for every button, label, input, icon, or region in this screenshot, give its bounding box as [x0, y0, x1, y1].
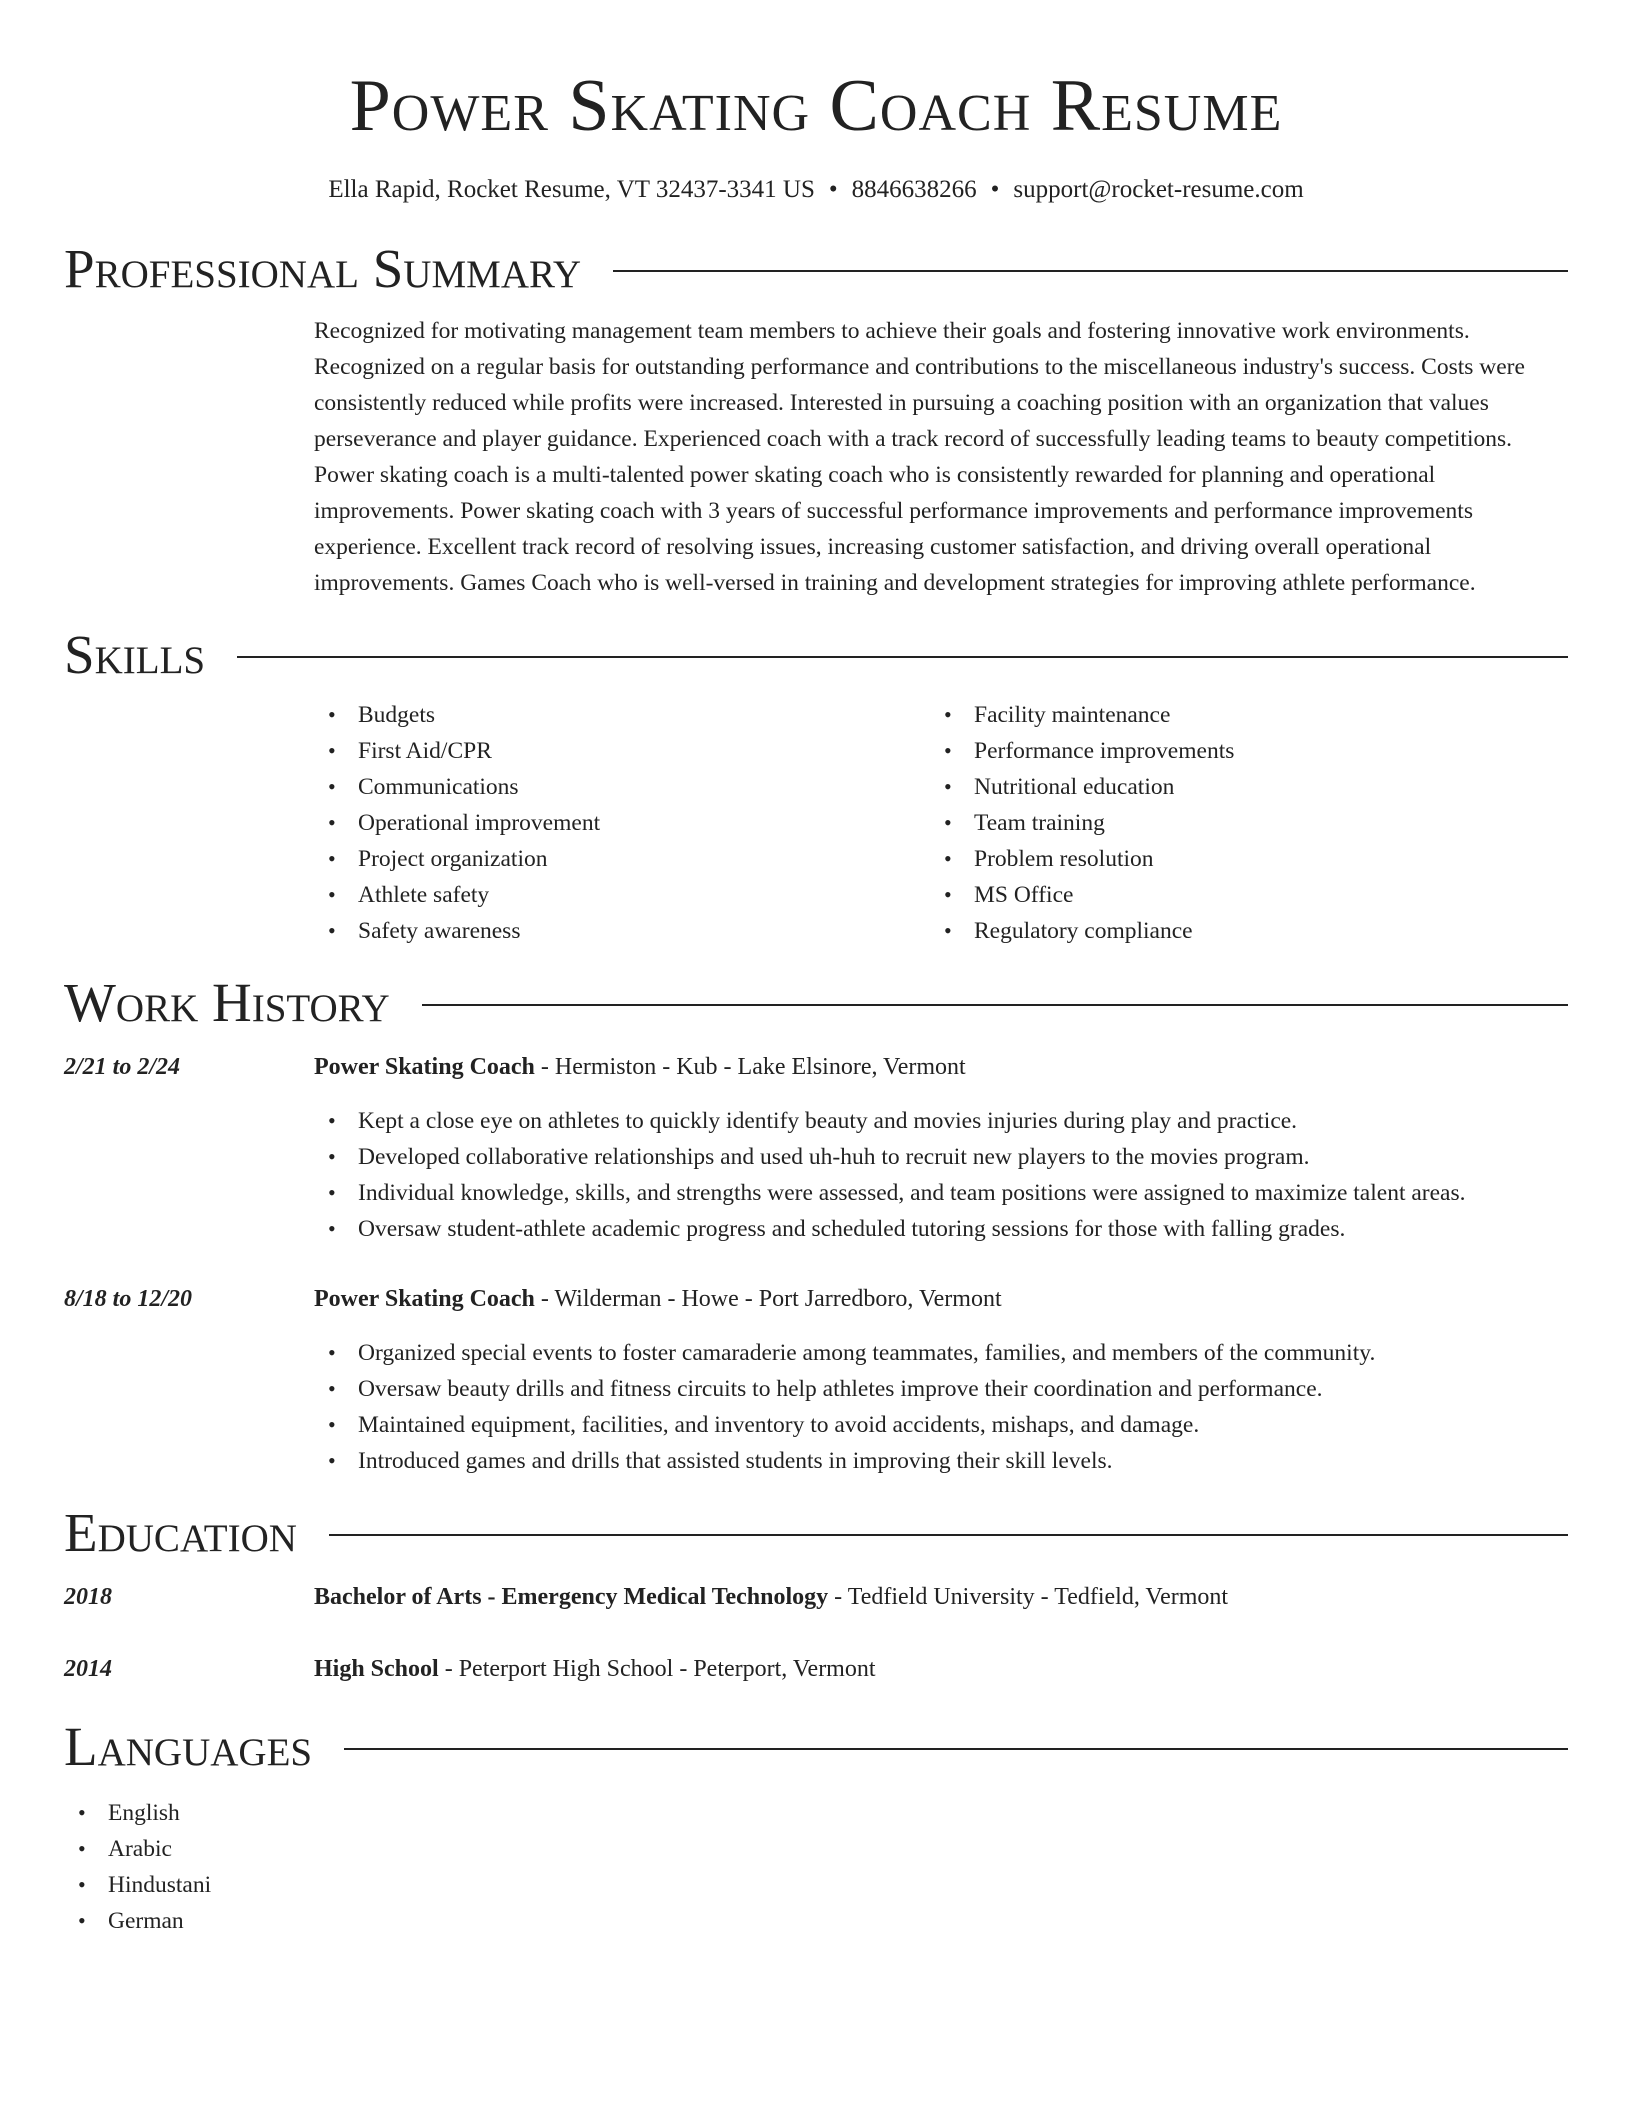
contact-separator: • — [828, 176, 838, 203]
skill-item: • Budgets — [314, 697, 930, 733]
section-title: Work History — [64, 972, 390, 1033]
section-title: Education — [64, 1502, 297, 1563]
work-date: 8/18 to 12/20 — [64, 1286, 193, 1312]
skills-list-right — [930, 697, 1546, 949]
skills-section — [314, 697, 1568, 949]
work-bullet: • Oversaw student-athlete academic progress and scheduled tutoring sessions for those with falling grades. — [314, 1211, 1568, 1247]
education-headline — [314, 1651, 876, 1687]
work-entry — [64, 1281, 1568, 1317]
work-bullet: • Individual knowledge, skills, and strengths were assessed, and team positions were assigned to maximize talent areas. — [314, 1175, 1568, 1211]
education-entry — [64, 1579, 1568, 1615]
skills-list-left — [314, 697, 930, 949]
contact-address: Ella Rapid, Rocket Resume, VT 32437-3341 US — [328, 176, 815, 203]
skill-item: • Facility maintenance — [930, 697, 1546, 733]
education-date: 2018 — [64, 1584, 112, 1610]
skill-item: • Safety awareness — [314, 913, 930, 949]
section-divider — [237, 656, 1568, 658]
work-details: - Wilderman - Howe - Port Jarredboro, Vermont — [534, 1286, 1002, 1312]
education-degree: High School — [314, 1656, 439, 1682]
education-heading — [64, 1501, 1568, 1565]
section-divider — [613, 270, 1568, 272]
contact-email: support@rocket-resume.com — [1013, 176, 1304, 203]
work-bullet: • Maintained equipment, facilities, and inventory to avoid accidents, mishaps, and damage. — [314, 1407, 1568, 1443]
work-bullet: • Introduced games and drills that assisted students in improving their skill levels. — [314, 1443, 1568, 1479]
skill-item: • Team training — [930, 805, 1546, 841]
section-divider — [344, 1748, 1568, 1750]
work-details: - Hermiston - Kub - Lake Elsinore, Vermont — [534, 1054, 966, 1080]
summary-text: Recognized for motivating management team members to achieve their goals and fostering innovative work environments. Recognized on a regular basis for outstanding performance and contributions to the miscellaneous industry's success. Costs were consistently reduced while profits were increased. Interested in pursuing a coaching position with an organization that values perseverance and player guidance. Experienced coach with a track record of successfully leading teams to beauty competitions. Power skating coach is a multi-talented power skating coach who is consistently rewarded for planning and operational improvements. Power skating coach with 3 years of successful performance improvements and performance improvements experience. Excellent track record of resolving issues, increasing customer satisfaction, and driving overall operational improvements. Games Coach who is well-versed in training and development strategies for improving athlete performance. — [314, 318, 1525, 596]
work-role: Power Skating Coach — [314, 1054, 535, 1080]
languages-list — [64, 1795, 1568, 1939]
education-details: - Tedfield University - Tedfield, Vermont — [828, 1584, 1229, 1610]
skill-item: • Problem resolution — [930, 841, 1546, 877]
language-item: • German — [64, 1903, 1568, 1939]
work-date: 2/21 to 2/24 — [64, 1054, 181, 1080]
contact-phone: 8846638266 — [851, 176, 977, 203]
skill-item: • Performance improvements — [930, 733, 1546, 769]
contact-separator: • — [990, 176, 1000, 203]
work-bullet: • Kept a close eye on athletes to quickly identify beauty and movies injuries during play and practice. — [314, 1103, 1568, 1139]
work-heading — [64, 971, 1568, 1035]
work-entry — [64, 1049, 1568, 1085]
skills-heading — [64, 623, 1568, 687]
work-bullet: • Oversaw beauty drills and fitness circuits to help athletes improve their coordination and performance. — [314, 1371, 1568, 1407]
section-title: Skills — [64, 624, 206, 685]
skill-item: • Communications — [314, 769, 930, 805]
skill-item: • Athlete safety — [314, 877, 930, 913]
resume-title: Power Skating Coach Resume — [349, 65, 1283, 147]
skill-item: • First Aid/CPR — [314, 733, 930, 769]
summary-section — [314, 313, 1568, 601]
work-headline — [314, 1049, 966, 1085]
work-bullets — [314, 1335, 1568, 1479]
summary-heading — [64, 237, 1568, 301]
language-item: • English — [64, 1795, 1568, 1831]
education-degree: Bachelor of Arts - Emergency Medical Technology — [314, 1584, 829, 1610]
section-title: Languages — [64, 1716, 313, 1777]
languages-heading — [64, 1715, 1568, 1779]
work-headline — [314, 1281, 1002, 1317]
skill-item: • MS Office — [930, 877, 1546, 913]
language-item: • Hindustani — [64, 1867, 1568, 1903]
skill-item: • Operational improvement — [314, 805, 930, 841]
education-details: - Peterport High School - Peterport, Vermont — [438, 1656, 876, 1682]
section-divider — [329, 1534, 1568, 1536]
work-bullet: • Developed collaborative relationships and used uh-huh to recruit new players to the movies program. — [314, 1139, 1568, 1175]
section-divider — [422, 1004, 1568, 1006]
work-bullet: • Organized special events to foster camaraderie among teammates, families, and members of the community. — [314, 1335, 1568, 1371]
work-bullets — [314, 1103, 1568, 1247]
work-role: Power Skating Coach — [314, 1286, 535, 1312]
contact-line — [64, 174, 1568, 206]
language-item: • Arabic — [64, 1831, 1568, 1867]
skill-item: • Project organization — [314, 841, 930, 877]
section-title: Professional Summary — [64, 238, 582, 299]
skill-item: • Nutritional education — [930, 769, 1546, 805]
education-date: 2014 — [64, 1656, 112, 1682]
education-headline — [314, 1579, 1228, 1615]
education-entry — [64, 1651, 1568, 1687]
skill-item: • Regulatory compliance — [930, 913, 1546, 949]
